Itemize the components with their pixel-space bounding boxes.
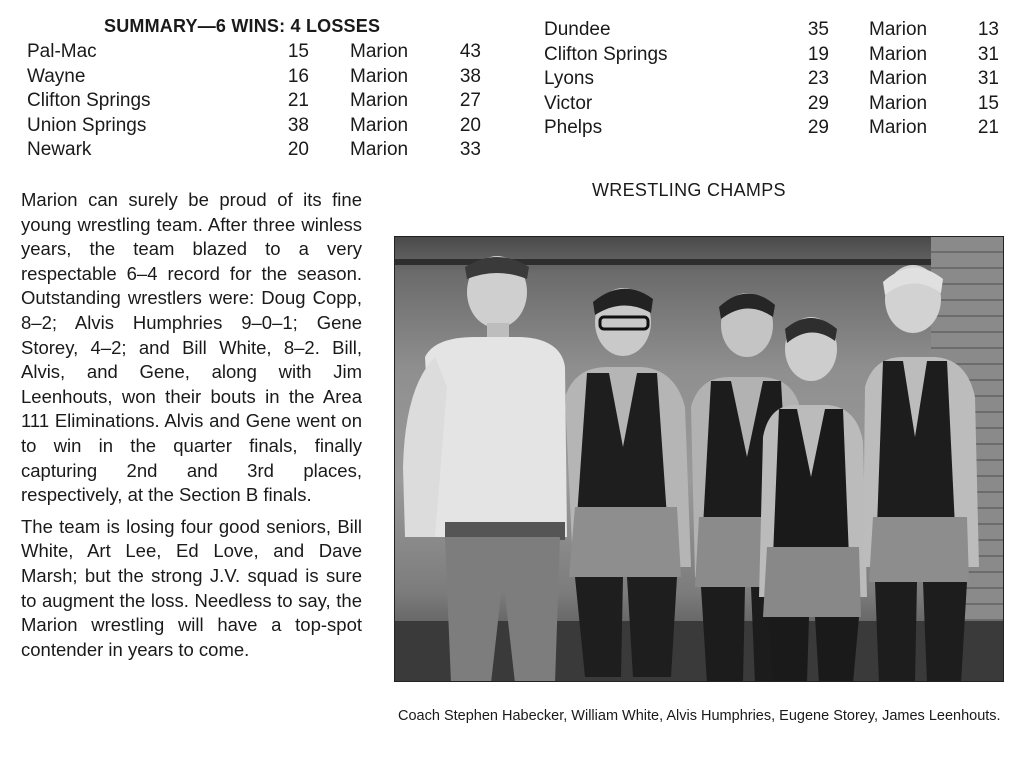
home-score: 33 [459, 139, 481, 161]
home-score: 43 [459, 41, 481, 62]
home-score: 20 [459, 114, 481, 136]
opponent-name: Lyons [544, 68, 594, 90]
opponent-name: Clifton Springs [544, 43, 668, 65]
opponent-name: Clifton Springs [27, 90, 151, 112]
opponent-score: 15 [287, 41, 309, 62]
opponent-name: Union Springs [27, 114, 147, 136]
opponent-name: Wayne [27, 65, 86, 87]
scores-left-column [27, 40, 497, 163]
home-team-name: Marion [350, 65, 409, 87]
score-row [544, 18, 1004, 43]
opponent-name: Newark [27, 139, 92, 161]
home-team-name: Marion [350, 90, 409, 112]
wrestler-figure [759, 317, 867, 682]
opponent-score: 35 [807, 19, 829, 40]
opponent-score: 23 [807, 68, 829, 90]
home-team-name: Marion [869, 43, 928, 65]
scores-right-column [544, 18, 1004, 141]
home-team-name: Marion [350, 41, 409, 62]
opponent-score: 20 [287, 139, 309, 161]
score-row [544, 92, 1004, 117]
home-score: 21 [977, 117, 999, 139]
opponent-score: 38 [287, 114, 309, 136]
opponent-score: 21 [287, 90, 309, 112]
score-row [27, 89, 497, 114]
wrestler-figure [565, 288, 691, 677]
article-body [21, 188, 362, 669]
score-row [27, 40, 497, 65]
article-paragraph: Marion can surely be proud of its fine young wrestling team. After three winless years, the team blazed to a very respectable 6–4 record for the season. Outstanding wrestlers were: Doug Copp, 8–2; Alvis Humphries 9–0–1; Gene Storey, 4–2; and Bill White, 8–2. Bill, Alvis, and Gene, along with Jim Leenhouts, won their bouts in the Area 111 Eliminations. Alvis and Gene went on to win in the quarter finals, finally capturing 2nd and 3rd places, respectively, at the Section B finals. [21, 189, 362, 506]
team-photo [394, 236, 1004, 682]
opponent-score: 19 [807, 43, 829, 65]
team-photo-figures [395, 237, 1004, 682]
home-team-name: Marion [869, 68, 928, 90]
home-team-name: Marion [350, 114, 409, 136]
opponent-score: 16 [287, 65, 309, 87]
home-score: 31 [977, 68, 999, 90]
home-team-name: Marion [869, 117, 928, 139]
home-score: 15 [977, 92, 999, 114]
score-row [544, 67, 1004, 92]
coach-figure [403, 256, 567, 682]
photo-heading: WRESTLING CHAMPS [592, 180, 786, 200]
opponent-name: Dundee [544, 19, 611, 40]
home-team-name: Marion [350, 139, 409, 161]
score-row [544, 116, 1004, 141]
wrestler-figure [863, 265, 979, 682]
home-score: 31 [977, 43, 999, 65]
home-team-name: Marion [869, 19, 928, 40]
opponent-name: Victor [544, 92, 593, 114]
article-paragraph: The team is losing four good seniors, Bill White, Art Lee, Ed Love, and Dave Marsh; but the strong J.V. squad is sure to augment the loss. Needless to say, the Marion wrestling will have a top-spot contender in years to come. [21, 515, 362, 660]
summary-title: SUMMARY—6 WINS: 4 LOSSES [104, 16, 381, 36]
home-team-name: Marion [869, 92, 928, 114]
score-row [544, 43, 1004, 68]
home-score: 13 [977, 19, 999, 40]
photo-caption: Coach Stephen Habecker, William White, Alvis Humphries, Eugene Storey, James Leenhouts. [398, 708, 1001, 724]
home-score: 38 [459, 65, 481, 87]
score-row [27, 65, 497, 90]
opponent-name: Phelps [544, 117, 603, 139]
score-row [27, 138, 497, 163]
home-score: 27 [459, 90, 481, 112]
opponent-score: 29 [807, 117, 829, 139]
score-row [27, 114, 497, 139]
opponent-score: 29 [807, 92, 829, 114]
opponent-name: Pal-Mac [27, 41, 97, 62]
